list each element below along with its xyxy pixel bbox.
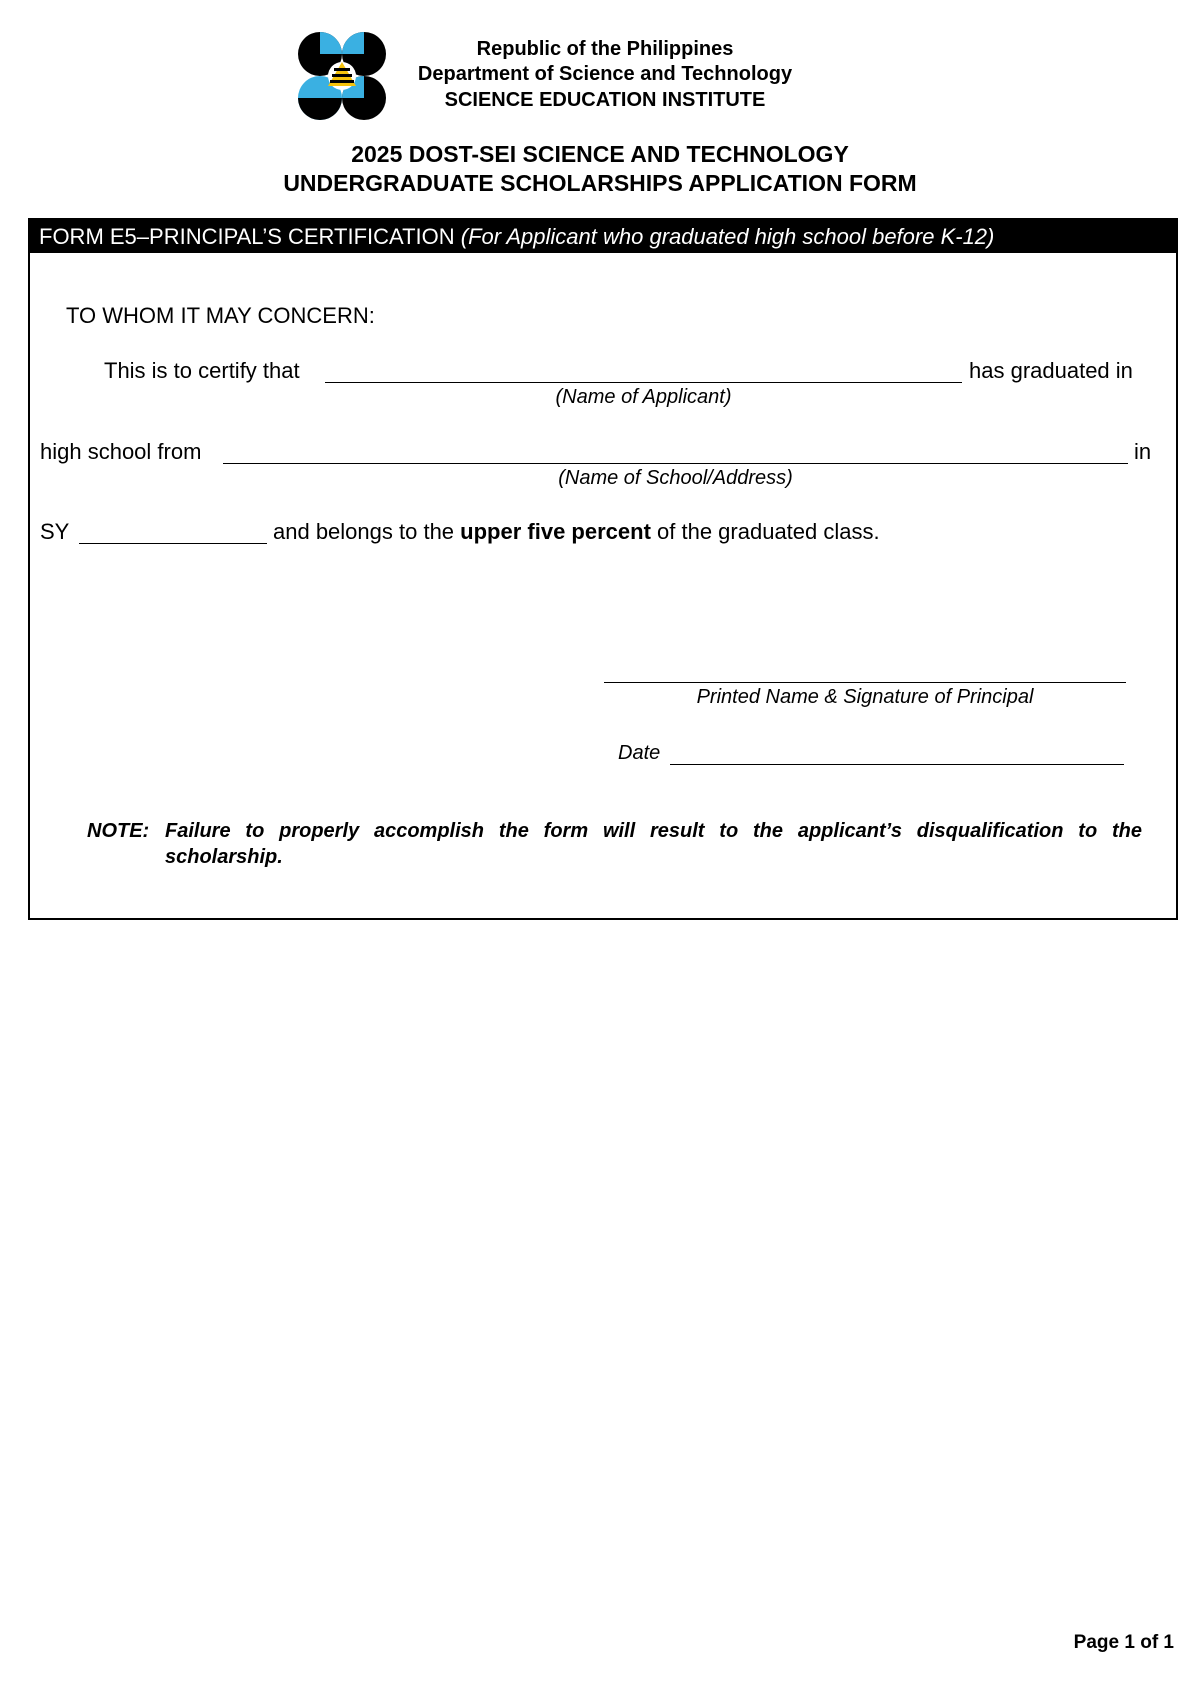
sy-middle: and belongs to the — [273, 519, 455, 544]
applicant-name-field[interactable] — [325, 382, 962, 383]
certify-suffix: has graduated in — [969, 358, 1133, 383]
sy-prefix: SY — [40, 519, 70, 544]
document-title-line-2: UNDERGRADUATE SCHOLARSHIPS APPLICATION FORM — [283, 170, 917, 196]
document-title-line-1: 2025 DOST-SEI SCIENCE AND TECHNOLOGY — [351, 141, 849, 167]
agency-line-republic: Republic of the Philippines — [476, 38, 734, 60]
form-header-bar — [30, 220, 1176, 253]
school-prefix: high school from — [40, 439, 202, 464]
principal-signature-field[interactable] — [604, 682, 1126, 683]
school-address-field[interactable] — [223, 463, 1128, 464]
sy-suffix: of the graduated class. — [657, 519, 880, 544]
sy-statement — [273, 519, 880, 545]
school-caption: (Name of School/Address) — [558, 467, 793, 489]
agency-line-department: Department of Science and Technology — [417, 63, 793, 85]
dost-logo — [296, 30, 388, 122]
applicant-caption: (Name of Applicant) — [555, 386, 732, 408]
principal-caption: Printed Name & Signature of Principal — [696, 686, 1034, 708]
school-suffix: in — [1134, 439, 1152, 464]
form-header-subtitle: (For Applicant who graduated high school before K-12) — [460, 224, 995, 249]
agency-line-institute: SCIENCE EDUCATION INSTITUTE — [444, 89, 766, 111]
date-field[interactable] — [670, 764, 1124, 765]
note-block — [87, 818, 1142, 870]
note-text: Failure to properly accomplish the form will result to the applicant’s disqualification to the scholarship. — [165, 820, 1142, 868]
certify-prefix: This is to certify that — [104, 358, 300, 383]
date-label: Date — [618, 742, 661, 764]
note-label: NOTE: — [87, 820, 150, 842]
sy-bold-phrase: upper five percent — [460, 519, 651, 544]
salutation: TO WHOM IT MAY CONCERN: — [66, 303, 375, 328]
page-number: Page 1 of 1 — [1073, 1632, 1174, 1653]
form-header-title: FORM E5–PRINCIPAL’S CERTIFICATION — [39, 224, 455, 249]
school-year-field[interactable] — [79, 543, 267, 544]
